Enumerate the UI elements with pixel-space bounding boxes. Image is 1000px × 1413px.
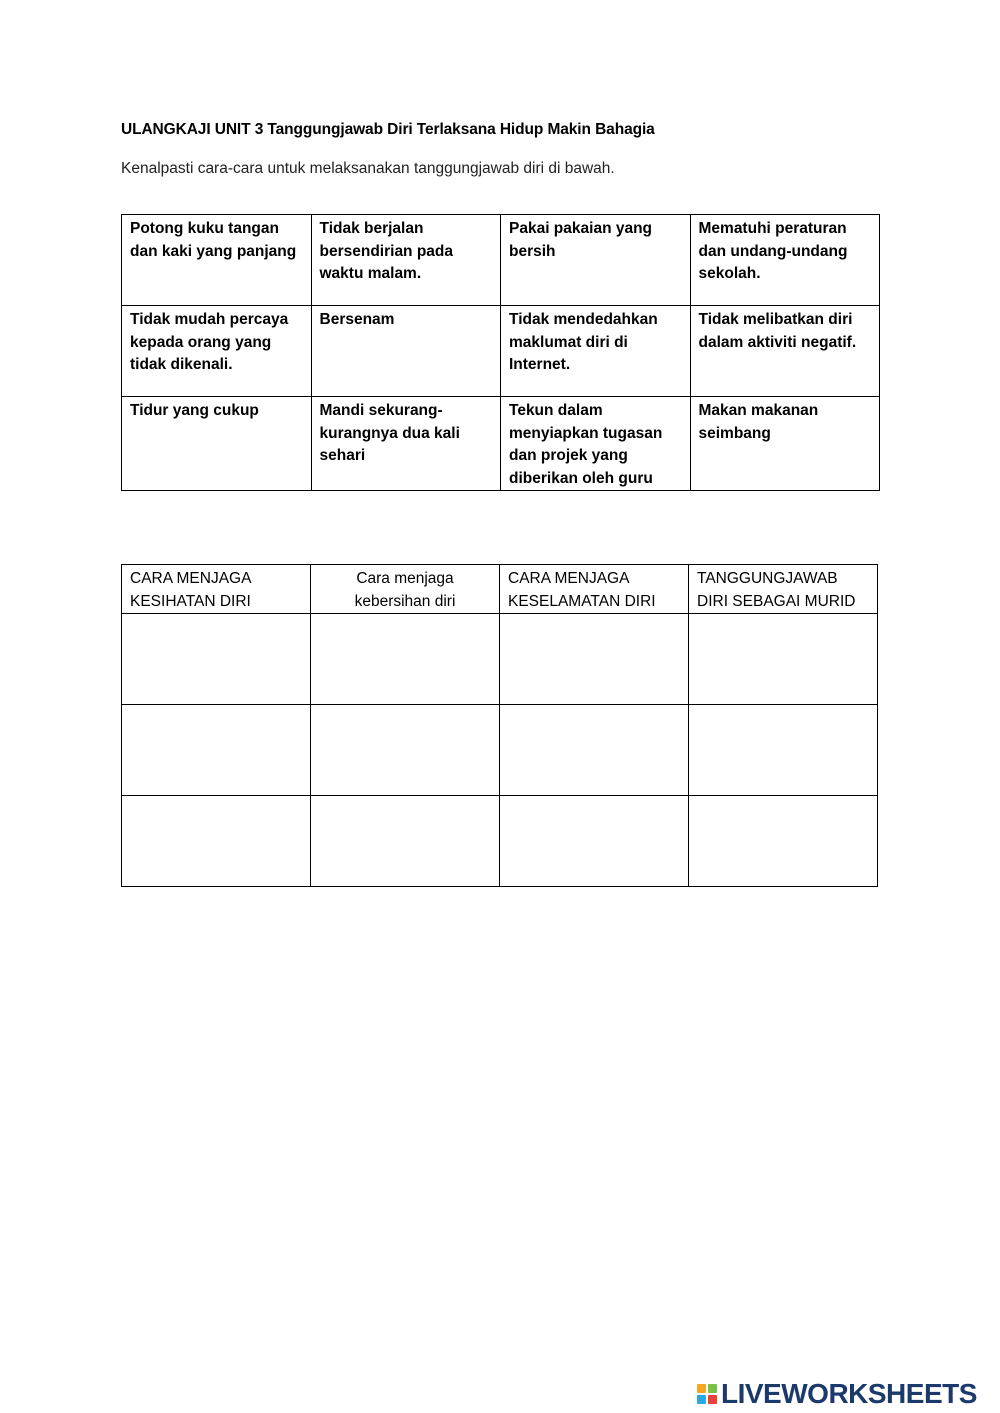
logo-square [697,1384,706,1393]
header-murid: TANGGUNGJAWAB DIRI SEBAGAI MURID [689,565,878,614]
drop-zone[interactable] [500,796,689,887]
item-cell[interactable]: Tidak mendedahkan maklumat diri di Internet. [501,306,691,397]
table-row [122,306,880,397]
item-cell[interactable]: Pakai pakaian yang bersih [501,215,691,306]
table-row [122,614,878,705]
header-keselamatan: CARA MENJAGA KESELAMATAN DIRI [500,565,689,614]
drop-zone[interactable] [689,796,878,887]
liveworksheets-logo [697,1378,977,1410]
drop-zone[interactable] [311,705,500,796]
drop-zone[interactable] [122,705,311,796]
item-cell[interactable]: Makan makanan seimbang [690,397,880,491]
table-row [122,705,878,796]
brand-name: LIVEWORKSHEETS [721,1378,977,1409]
table-row [122,397,880,491]
item-cell[interactable]: Tidak berjalan bersendirian pada waktu malam. [311,215,501,306]
answer-table [121,564,878,887]
item-cell[interactable]: Tekun dalam menyiapkan tugasan dan projek yang diberikan oleh guru [501,397,691,491]
worksheet-instruction: Kenalpasti cara-cara untuk melaksanakan tanggungjawab diri di bawah. [121,160,615,177]
item-cell[interactable]: Bersenam [311,306,501,397]
header-kebersihan: Cara menjaga kebersihan diri [311,565,500,614]
logo-square [708,1384,717,1393]
drop-zone[interactable] [311,614,500,705]
item-cell[interactable]: Tidak melibatkan diri dalam aktiviti negatif. [690,306,880,397]
drop-zone[interactable] [500,705,689,796]
logo-square [708,1395,717,1404]
items-table [121,214,880,491]
drop-zone[interactable] [311,796,500,887]
logo-square [697,1395,706,1404]
table-row [122,796,878,887]
drop-zone[interactable] [122,614,311,705]
item-cell[interactable]: Mandi sekurang-kurangnya dua kali sehari [311,397,501,491]
header-kesihatan: CARA MENJAGA KESIHATAN DIRI [122,565,311,614]
item-cell[interactable]: Tidur yang cukup [122,397,312,491]
drop-zone[interactable] [689,614,878,705]
drop-zone[interactable] [500,614,689,705]
worksheet-title: ULANGKAJI UNIT 3 Tanggungjawab Diri Terlaksana Hidup Makin Bahagia [121,121,655,138]
item-cell[interactable]: Potong kuku tangan dan kaki yang panjang [122,215,312,306]
item-cell[interactable]: Mematuhi peraturan dan undang-undang sekolah. [690,215,880,306]
drop-zone[interactable] [122,796,311,887]
logo-icon [697,1384,717,1404]
table-header-row [122,565,878,614]
item-cell[interactable]: Tidak mudah percaya kepada orang yang tidak dikenali. [122,306,312,397]
drop-zone[interactable] [689,705,878,796]
table-row [122,215,880,306]
